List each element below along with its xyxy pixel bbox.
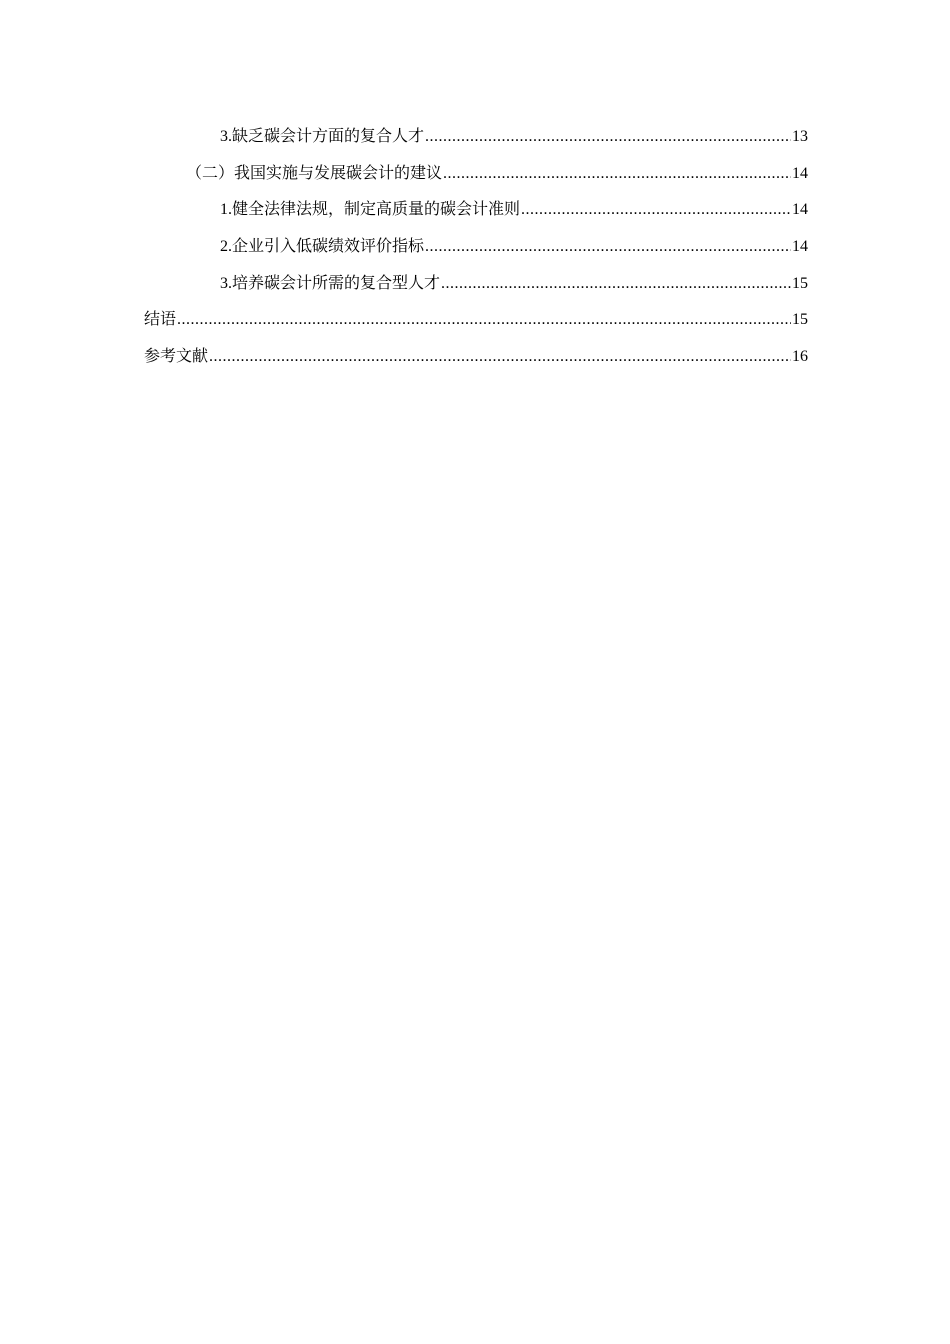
toc-entry-title: 3.培养碳会计所需的复合型人才 xyxy=(220,274,441,292)
toc-page-number: 14 xyxy=(792,164,808,182)
toc-entry[interactable] xyxy=(144,306,808,343)
toc-page-number: 13 xyxy=(792,128,808,145)
toc-entry-title: 2.企业引入低碳绩效评价指标 xyxy=(220,238,425,256)
toc-dot-leader xyxy=(425,123,791,151)
toc-entry-title: 1.健全法律法规，制定高质量的碳会计准则 xyxy=(220,201,521,219)
toc-page-number: 15 xyxy=(792,311,808,329)
toc-entry[interactable] xyxy=(144,233,808,270)
toc-dot-leader xyxy=(443,160,791,188)
toc-page-number: 15 xyxy=(792,274,808,292)
toc-page-number: 16 xyxy=(792,348,808,366)
toc-dot-leader xyxy=(177,306,791,334)
toc-dot-leader xyxy=(521,196,791,224)
toc-entry[interactable] xyxy=(144,343,808,380)
toc-entry[interactable] xyxy=(144,160,808,197)
toc-page-number: 14 xyxy=(792,238,808,256)
toc-dot-leader xyxy=(209,343,791,371)
toc-entry-title: 3.缺乏碳会计方面的复合人才 xyxy=(220,128,425,145)
toc-entry[interactable] xyxy=(144,196,808,233)
toc-entry-title: 结语 xyxy=(144,311,177,329)
toc-dot-leader xyxy=(425,233,791,261)
toc-entry-title: （二）我国实施与发展碳会计的建议 xyxy=(186,164,443,182)
toc-dot-leader xyxy=(441,270,791,298)
toc-page-number: 14 xyxy=(792,201,808,219)
toc-entry[interactable] xyxy=(144,270,808,307)
table-of-contents xyxy=(144,123,808,380)
toc-entry-title: 参考文献 xyxy=(144,348,209,366)
toc-entry[interactable] xyxy=(144,123,808,160)
